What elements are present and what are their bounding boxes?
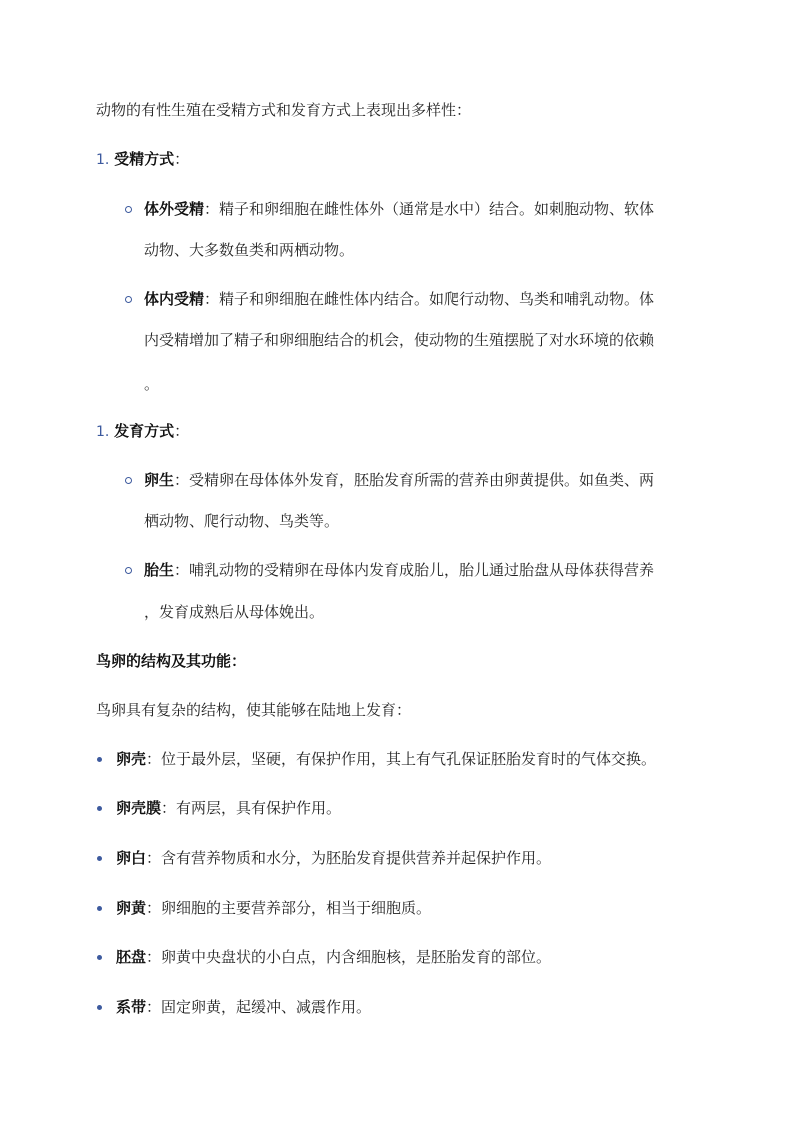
item-term: 体内受精 xyxy=(144,290,205,308)
item-text: ：受精卵在母体体外发育，胚胎发育所需的营养由卵黄提供。如鱼类、两 xyxy=(174,471,655,489)
list-item-external-fertilization xyxy=(144,199,654,219)
item-term: 胎生 xyxy=(144,561,175,579)
item-text-continuation: 动物、大多数鱼类和两栖动物。 xyxy=(144,241,355,259)
intro-paragraph: 动物的有性生殖在受精方式和发育方式上表现出多样性： xyxy=(96,101,472,119)
item-text: ：位于最外层，坚硬，有保护作用，其上有气孔保证胚胎发育时的气体交换。 xyxy=(146,750,657,768)
bullet-icon xyxy=(97,806,102,811)
item-text: ：固定卵黄，起缓冲、减震作用。 xyxy=(146,998,372,1016)
item-term: 卵白 xyxy=(116,849,147,867)
bullet-icon xyxy=(97,856,102,861)
item-text-continuation: 内受精增加了精子和卵细胞结合的机会，使动物的生殖摆脱了对水环境的依赖 xyxy=(144,331,655,349)
item-term: 卵壳膜 xyxy=(116,799,162,817)
item-text: ：含有营养物质和水分，为胚胎发育提供营养并起保护作用。 xyxy=(146,849,552,867)
egg-item-yolk xyxy=(116,898,431,918)
list-item-viviparity xyxy=(144,560,654,580)
bullet-icon xyxy=(97,757,102,762)
section-heading-fertilization xyxy=(96,149,189,170)
item-text-continuation: 栖动物、爬行动物、鸟类等。 xyxy=(144,512,340,530)
section-title: 发育方式 xyxy=(114,422,175,440)
list-number: 1. xyxy=(96,152,110,168)
egg-item-shell xyxy=(116,749,656,769)
hollow-bullet-icon xyxy=(125,296,132,303)
item-text: ：哺乳动物的受精卵在母体内发育成胎儿，胎儿通过胎盘从母体获得营养 xyxy=(174,561,655,579)
item-text: ：卵细胞的主要营养部分，相当于细胞质。 xyxy=(146,899,432,917)
section-heading-development xyxy=(96,421,189,442)
egg-intro: 鸟卵具有复杂的结构，使其能够在陆地上发育： xyxy=(96,701,412,719)
item-term: 卵黄 xyxy=(116,899,147,917)
section-colon: ： xyxy=(174,150,190,168)
section-colon: ： xyxy=(174,422,190,440)
bullet-icon xyxy=(97,1005,102,1010)
item-text: ：精子和卵细胞在雌性体外（通常是水中）结合。如刺胞动物、软体 xyxy=(204,200,655,218)
section-title: 受精方式 xyxy=(114,150,175,168)
item-term: 卵生 xyxy=(144,471,175,489)
item-text: ：精子和卵细胞在雌性体内结合。如爬行动物、鸟类和哺乳动物。体 xyxy=(204,290,655,308)
egg-item-chalaza xyxy=(116,997,371,1017)
egg-item-germinal-disc xyxy=(116,947,551,967)
item-text: ：有两层，具有保护作用。 xyxy=(161,799,342,817)
item-text-continuation: 。 xyxy=(144,375,160,393)
bullet-icon xyxy=(97,906,102,911)
bullet-icon xyxy=(97,955,102,960)
item-term: 卵壳 xyxy=(116,750,147,768)
item-text: ：卵黄中央盘状的小白点，内含细胞核，是胚胎发育的部位。 xyxy=(146,948,552,966)
item-text-continuation: ，发育成熟后从母体娩出。 xyxy=(144,603,325,621)
hollow-bullet-icon xyxy=(125,206,132,213)
list-item-oviparity xyxy=(144,470,654,490)
item-term: 系带 xyxy=(116,998,147,1016)
item-term: 胚盘 xyxy=(116,948,147,966)
hollow-bullet-icon xyxy=(125,567,132,574)
egg-section-heading: 鸟卵的结构及其功能： xyxy=(96,652,247,670)
egg-item-albumen xyxy=(116,848,551,868)
list-number: 1. xyxy=(96,424,110,440)
hollow-bullet-icon xyxy=(125,477,132,484)
item-term: 体外受精 xyxy=(144,200,205,218)
egg-item-shell-membrane xyxy=(116,798,341,818)
list-item-internal-fertilization xyxy=(144,289,654,309)
